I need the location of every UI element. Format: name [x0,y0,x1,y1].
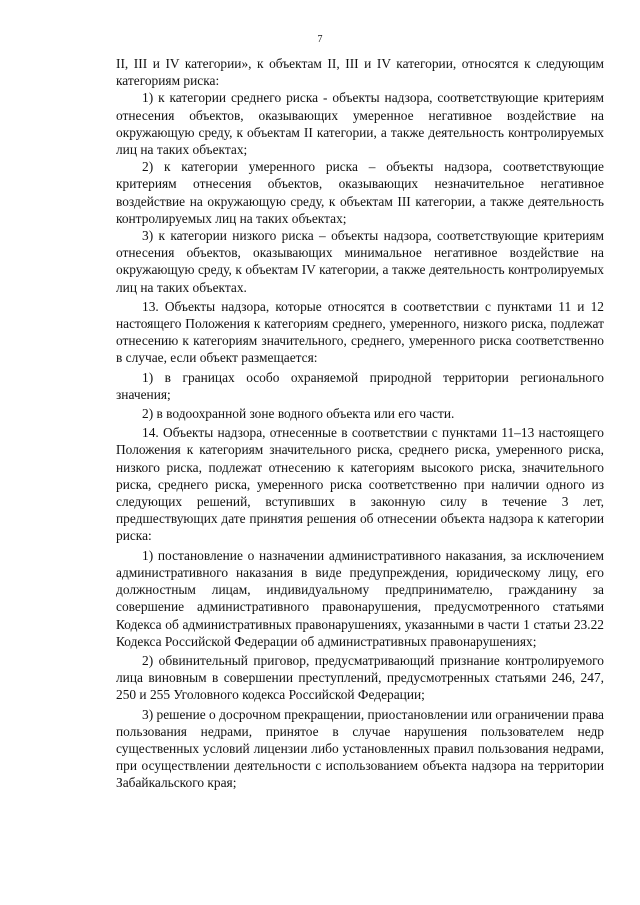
paragraph-14-sub-1: 1) постановление о назначении административного наказания, за исключением административного наказания в виде предупреждения, юридическому лицу, его должностным лицам, индивидуальному предпринимателю, гражданину за совершение административного правонарушения, предусмотренного статьями Кодекса об административных правонарушениях, указанными в части 1 статьи 23.22 Кодекса Российской Федерации об административных правонарушениях; [116,547,604,649]
paragraph-item-14: 14. Объекты надзора, отнесенные в соответствии с пунктами 11–13 настоящего Положения к категориям значительного риска, среднего риска, умеренного риска, низкого риска, подлежат отнесению к категориям высокого риска, значительного риска, среднего риска, умеренного риска соответственно при наличии одного из следующих решений, вступивших в законную силу в течение 3 лет, предшествующих дате принятия решения об отнесении объекта надзора к категории риска: [116,425,604,544]
paragraph-medium-risk: 1) к категории среднего риска - объекты надзора, соответствующие критериям отнесения объектов, оказывающих умеренное негативное воздействие на окружающую среду, к объектам II категории, а также деятельность контролируемых лиц на таких объектах; [116,90,604,158]
paragraph-item-13: 13. Объекты надзора, которые относятся в соответствии с пунктами 11 и 12 настоящего Положения к категориям среднего, умеренного, низкого риска, подлежат отнесению к категориям значительного, среднего, умеренного риска соответственно в случае, если объект размещается: [116,298,604,366]
paragraph-intro-continuation: II, III и IV категории», к объектам II, III и IV категории, относятся к следующим категориям риска: [116,56,604,89]
paragraph-14-sub-3: 3) решение о досрочном прекращении, приостановлении или ограничении права пользования недрами, принятое в случае нарушения пользователем недр существенных условий лицензии либо установленных правил пользования недрами, при осуществлении деятельности с использованием объекта надзора на территории Забайкальского края; [116,706,604,791]
document-body [116,55,604,792]
page-number: 7 [317,34,323,45]
paragraph-13-sub-2: 2) в водоохранной зоне водного объекта или его части. [142,406,455,422]
paragraph-moderate-risk: 2) к категории умеренного риска – объекты надзора, соответствующие критериям отнесения объектов, оказывающих незначительное негативное воздействие на окружающую среду, к объектам III категории, а также деятельность контролируемых лиц на таких объектах; [116,159,604,226]
paragraph-13-sub-1: 1) в границах особо охраняемой природной территории регионального значения; [116,369,604,402]
paragraph-14-sub-2: 2) обвинительный приговор, предусматривающий признание контролируемого лица виновным в совершении преступлений, предусмотренных статьями 246, 247, 250 и 255 Уголовного кодекса Российской Федерации; [116,652,604,703]
paragraph-low-risk: 3) к категории низкого риска – объекты надзора, соответствующие критериям отнесения объектов, оказывающих минимальное негативное воздействие на окружающую среду, к объектам IV категории, а также деятельность контролируемых лиц на таких объектах. [116,228,604,295]
